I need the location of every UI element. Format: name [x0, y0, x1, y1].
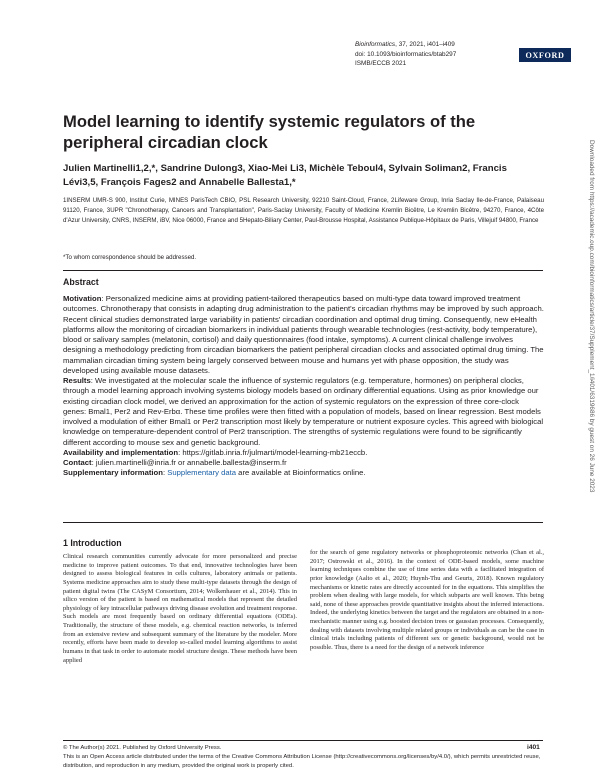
- intro-column-left: [63, 553, 297, 665]
- results-label: Results: [63, 376, 91, 385]
- journal-volume: , 37, 2021, i401–i409: [395, 41, 455, 48]
- intro-paragraph-right: for the search of gene regulatory networks or phosphoproteomic networks (Chan et al., 2017; Ostrowski et al., 2016). In the context of ODE-based models, some machine learning techniques combine the use of time series data with a facilitated integration of prior knowledge (Aalto et al., 2020; Huynh-Thu and Geurts, 2018). Known regulatory mechanisms or kinetic rates are directly accounted for in the equations. This simplifies the problem when dealing with large models, for which subparts are well known. This being said, none of these approaches provide quantitative insights about the inferred interactions. Indeed, the underlying kinetics between the target and the regulators are obtained in a non-mechanistic manner using e.g. boosted decision trees or gaussian processes. Consequently, dealing with datasets involving multiple related groups or individuals as can be the case in clinical trials including patients of different sex or genetic background, would not be possible. Thus, there is a need for the design of a network inference: [310, 549, 545, 651]
- motivation-text: : Personalized medicine aims at providing patient-tailored therapeutics based on multi-type data toward improved treatment outcomes. Chronotherapy that consists in adapting drug administration to the patient's circadian rhythms may be improved by such approach. Recent clinical studies demonstrated large variability in patients' circadian coordination and optimal drug timing. Consequently, new eHealth platforms allow the monitoring of circadian biomarkers in individual patients through wearable technologies (rest-activity, body temperature), blood or salivary samples (melatonin, cortisol) and daily questionnaires (food intake, symptoms). A current clinical challenge involves designing a methodology predicting from circadian biomarkers the patient peripheral circadian clocks and associated optimal drug timing. The mammalian circadian timing system being largely conserved between mouse and humans yet with phase opposition, the study was developed using available mouse datasets.: [63, 294, 544, 375]
- correspondence-note: *To whom correspondence should be addressed.: [63, 254, 197, 261]
- abstract-heading: Abstract: [63, 277, 99, 287]
- abstract-bottom-rule: [63, 522, 543, 523]
- results-text: : We investigated at the molecular scale the influence of systemic regulators (e.g. temperature, hormones) on peripheral clocks, through a model learning approach involving systems biology models based on ordinary differential equations. Using as prior knowledge our existing circadian clock model, we derived an approximation for the action of systemic regulators on the expression of three core-clock genes: Bmal1, Per2 and Rev-Erbα. These time profiles were then fitted with a population of models, based on linear regression. Best models involved a modulation of either Bmal1 or Per2 transcription most likely by temperature or nutrient exposure cycles. This agreed with biological knowledge on temperature-dependent control of Per2 transcription. The strengths of systemic regulations were found to be significantly different according to mouse sex and genetic background.: [63, 376, 544, 447]
- download-note: Downloaded from https://academic.oup.com/bioinformatics/article/37/Supplement_1/i401/6319686 by guest on 26 June 2023: [588, 140, 595, 493]
- conference: ISMB/ECCB 2021: [355, 60, 407, 68]
- supplementary-link[interactable]: Supplementary data: [167, 468, 237, 478]
- contact-label: Contact: [63, 458, 92, 467]
- abstract-top-rule: [63, 270, 543, 271]
- oxford-logo: OXFORD: [519, 48, 571, 62]
- abstract-contact: [63, 458, 544, 468]
- availability-text[interactable]: : https://gitlab.inria.fr/julmarti/model-learning-mb21eccb.: [178, 447, 368, 457]
- author-list: Julien Martinelli1,2,*, Sandrine Dulong3, Xiao-Mei Li3, Michèle Teboul4, Sylvain Soliman2, Francis Lévi3,5, François Fages2 and Annabelle Ballesta1,*: [63, 163, 507, 189]
- license-text: This is an Open Access article distributed under the terms of the Creative Commons Attribution License (http://creativecommons.org/licenses/by/4.0/), which permits unrestricted reuse, distribution, and reproduction in any medium, provided the original work is properly cited.: [63, 754, 541, 769]
- journal-info: [355, 40, 456, 69]
- abstract-availability: [63, 448, 544, 458]
- page-number: i401: [527, 744, 540, 751]
- intro-paragraph-left: Clinical research communities currently advocate for more personalized and precise medicine to improve patient outcomes. To that end, innovative technologies have been designed to assess biological features in cells cultures, laboratory animals or patients. Systems medicine approaches aim to study these multi-type datasets through the design of patient digital twins (The CASyM Consortium, 2014; Wolkenhauer et al., 2014). This in silico version of the patient is based on mathematical models that represent the detailed physiology of key intracellular pathways driving disease evolution and treatment response. Such models are most frequently based on ordinary differential equations (ODEs). Traditionally, the structure of these models, e.g. chemical reaction networks, is inferred from an extensive review and subsequent summary of the literature by the modeler. More recently, efforts have been made to develop so-called model learning algorithms to assist humans in that task in order to automate model structure design. These methods have been applied: [63, 553, 298, 664]
- paper-title: Model learning to identify systemic regulators of the peripheral circadian clock: [63, 112, 476, 152]
- journal-name: Bioinformatics: [355, 41, 396, 48]
- abstract-supplementary: [63, 468, 544, 478]
- supplementary-label: Supplementary information: [63, 468, 163, 478]
- motivation-label: Motivation: [63, 294, 102, 303]
- affiliations: 1INSERM UMR-S 900, Institut Curie, MINES ParisTech CBIO, PSL Research University, 92210 Saint-Cloud, France, 2Lifeware Group, Inria Saclay Ile-de-France, Palaiseau 91120, France, 3UPR "Chronotherapy, Cancers and Transplantation", Paris-Saclay University, Faculty of Medicine Kremlin Bicêtre, Le Kremlin Bicêtre, 94270, France, 4Côte d'Azur University, CNRS, INSERM, iBV, Nice 06000, France and 5Hepato-Biliary Center, Paul-Brousse Hospital, Assistance Publique-Hôpitaux de Paris, Villejuif 94800, France: [63, 197, 544, 224]
- abstract-motivation: [63, 294, 544, 376]
- footer-license: [63, 744, 544, 771]
- abstract-body: [63, 294, 544, 479]
- intro-heading: 1 Introduction: [63, 538, 122, 548]
- supplementary-pre: :: [162, 468, 168, 478]
- contact-text[interactable]: : julien.martinelli@inria.fr or annabelle.ballesta@inserm.fr: [91, 458, 287, 467]
- supplementary-post: are available at Bioinformatics online.: [236, 468, 366, 478]
- abstract-results: [63, 376, 544, 448]
- doi[interactable]: doi: 10.1093/bioinformatics/btab297: [355, 50, 457, 58]
- intro-column-right: [310, 549, 544, 653]
- footer-rule: [63, 740, 543, 741]
- copyright-line: © The Author(s) 2021. Published by Oxford University Press.: [63, 745, 222, 751]
- availability-label: Availability and implementation: [63, 447, 179, 457]
